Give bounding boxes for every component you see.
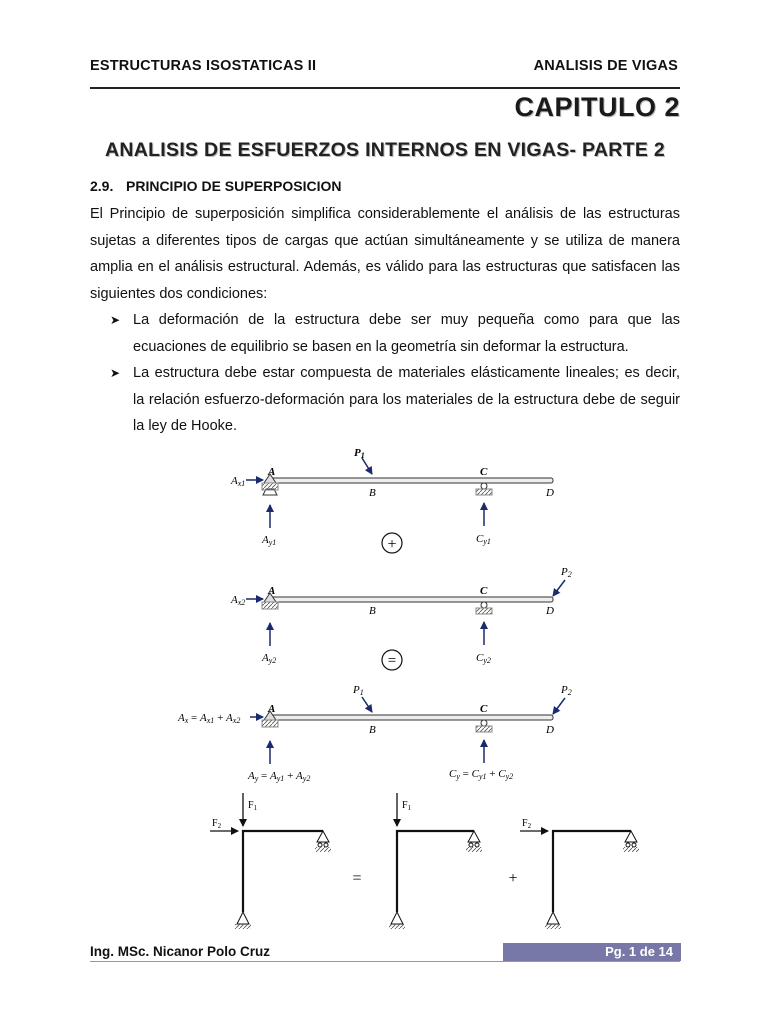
reaction-label: Ax1	[231, 475, 246, 488]
section-title: PRINCIPIO DE SUPERPOSICION	[126, 178, 342, 194]
header-topic: ANALISIS DE VIGAS	[533, 58, 678, 74]
label-D: D	[546, 724, 554, 736]
roller-support-icon	[476, 720, 492, 732]
plus-symbol	[382, 533, 402, 553]
label-A: A	[268, 703, 276, 715]
bullet-item	[110, 360, 680, 440]
beam	[270, 715, 553, 720]
label-B: B	[369, 724, 376, 736]
arrow-bullet-icon: ➤	[110, 366, 121, 380]
load-arrow	[553, 698, 565, 714]
load-label: P1	[353, 684, 364, 697]
svg-text:=: =	[387, 653, 397, 669]
reaction-equation: Ax = Ax1 + Ax2	[178, 712, 241, 725]
label-C: C	[480, 585, 488, 597]
svg-text:+: +	[387, 536, 397, 553]
bullet-text: La deformación de la estructura debe ser muy pequeña como para que las ecuaciones de equilibrio se basen en la geometría sin deformar la estructura.	[133, 312, 680, 355]
roller-support-icon	[476, 483, 492, 495]
load-arrow	[362, 458, 372, 474]
beam	[270, 478, 553, 483]
arrow-bullet-icon: ➤	[110, 313, 121, 327]
force-label: $F_1$	[402, 800, 412, 812]
frame-diagram-f2	[520, 818, 639, 929]
header-course: ESTRUCTURAS ISOSTATICAS II	[90, 58, 317, 74]
beam-diagram-2	[230, 566, 572, 665]
force-label: $F_2$	[212, 818, 222, 830]
document-title: ANALISIS DE ESFUERZOS INTERNOS EN VIGAS- PARTE 2	[104, 139, 666, 161]
footer-author: Ing. MSc. Nicanor Polo Cruz	[90, 944, 271, 959]
force-label: $F_1$	[248, 800, 258, 812]
footer-rule	[90, 961, 680, 962]
section-number: 2.9.	[90, 178, 114, 194]
reaction-label: Ay1	[262, 534, 277, 547]
intro-paragraph: El Principio de superposición simplifica considerablemente el análisis de las estructuras sujetas a diferentes tipos de cargas que actúan simultáneamente y se utiliza de manera amplia en el análisis estructural. Además, es válido para las estructuras que satisfacen las siguientes dos condiciones:	[90, 206, 680, 302]
equals-symbol	[382, 650, 402, 670]
label-D: D	[546, 487, 554, 499]
label-B: B	[369, 605, 376, 617]
reaction-equation: Cy = Cy1 + Cy2	[449, 768, 514, 781]
reaction-label: Cy2	[476, 652, 491, 665]
reaction-label: Cy1	[476, 533, 491, 546]
label-C: C	[480, 466, 488, 478]
plus-symbol: +	[508, 870, 518, 887]
reaction-equation: Ay = Ay1 + Ay2	[248, 770, 311, 783]
label-B: B	[369, 487, 376, 499]
page-header	[90, 58, 678, 78]
beam-diagram-1	[230, 447, 554, 547]
reaction-label: Ax2	[231, 594, 246, 607]
load-arrow	[362, 697, 372, 712]
superposition-figure	[0, 440, 768, 940]
page-number: Pg. 1 de 14	[503, 943, 681, 961]
header-rule	[90, 87, 680, 89]
reaction-label: Ay2	[262, 652, 277, 665]
load-label: P1	[354, 447, 365, 460]
beam-diagram-3	[177, 684, 572, 783]
section-heading	[90, 178, 341, 194]
equals-symbol: =	[352, 870, 362, 887]
label-D: D	[546, 605, 554, 617]
bullet-item	[110, 307, 680, 360]
frame-diagram-combined	[210, 793, 331, 929]
label-A: A	[268, 466, 276, 478]
label-C: C	[480, 703, 488, 715]
load-label: P2	[561, 684, 572, 697]
roller-support-icon	[476, 602, 492, 614]
chapter-title: CAPITULO 2	[514, 92, 680, 122]
bullet-text: La estructura debe estar compuesta de materiales elásticamente lineales; es decir, la relación esfuerzo-deformación para los materiales de la estructura debe de seguir la ley de Hooke.	[133, 365, 680, 434]
frame-diagram-f1	[389, 793, 482, 929]
beam	[270, 597, 553, 602]
label-A: A	[268, 585, 276, 597]
load-arrow	[553, 580, 565, 596]
load-label: P2	[561, 566, 572, 579]
force-label: $F_2$	[522, 818, 532, 830]
